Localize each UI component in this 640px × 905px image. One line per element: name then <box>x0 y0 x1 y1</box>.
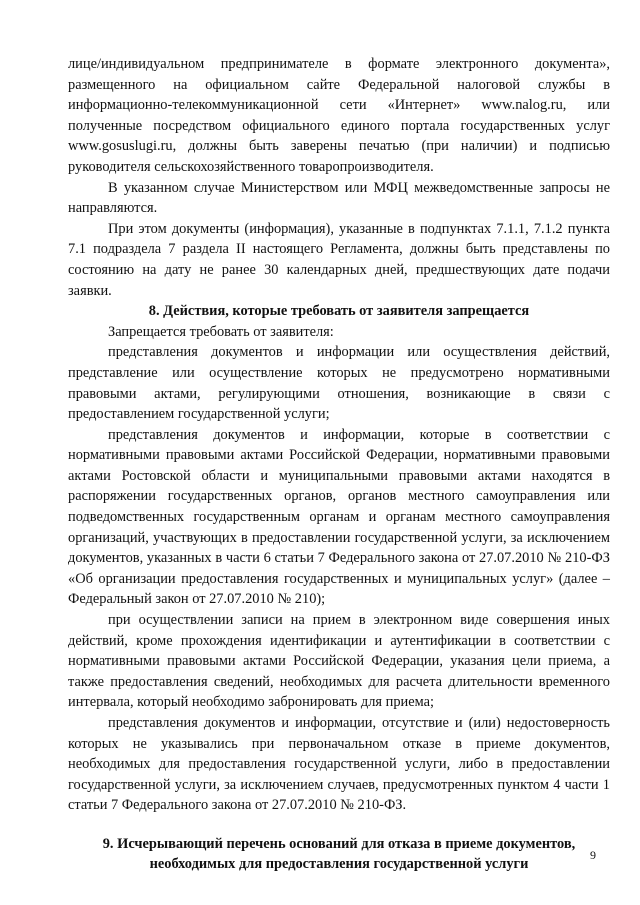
document-page <box>68 54 610 874</box>
section-8-item-3: при осуществлении записи на прием в электронном виде совершения иных действий, кроме прохождения идентификации и аутентификации в соответствии с нормативными правовыми актами Российской Федерации, указания цели приема, а также предоставления сведений, необходимых для расчета длительности временного интервала, который необходимо забронировать для приема; <box>68 612 610 711</box>
section-8-item-1: представления документов и информации или осуществления действий, представление или осуществление которых не предусмотрено нормативными правовыми актами, регулирующими отношения, возникающие в связи с предоставлением государственной услуги; <box>68 344 610 423</box>
section-9-heading-line-1: 9. Исчерывающий перечень оснований для отказа в приеме документов, <box>102 835 576 852</box>
section-8-intro: Запрещается требовать от заявителя: <box>108 323 334 340</box>
paragraph-continuation: лице/индивидуальном предпринимателе в формате электронного документа», размещенного на официальном сайте Федеральной налоговой службы в информационно-телекоммуникационной сети «Интернет» www.nalog.ru, или полученные посредством официального единого портала государственных услуг www.gosuslugi.ru, должны быть заверены печатью (при наличии) и подписью руководителя сельскохозяйственного товаропроизводителя. <box>68 56 610 175</box>
section-9-heading-line-2: необходимых для предоставления государственной услуги <box>149 855 529 872</box>
paragraph-document-validity: При этом документы (информация), указанные в подпунктах 7.1.1, 7.1.2 пункта 7.1 подраздела 7 раздела II настоящего Регламента, должны быть представлены по состоянию на дату не ранее 30 календарных дней, предшествующих дате подачи заявки. <box>68 220 610 299</box>
section-8-heading: 8. Действия, которые требовать от заявителя запрещается <box>148 303 530 320</box>
paragraph-no-interagency-requests: В указанном случае Министерством или МФЦ межведомственные запросы не направляются. <box>68 179 610 217</box>
section-8-item-4: представления документов и информации, отсутствие и (или) недостоверность которых не указывались при первоначальном отказе в приеме документов, необходимых для предоставления государственной услуги, либо в предоставлении государственной услуги, за исключением случаев, предусмотренных пунктом 4 части 1 статьи 7 Федерального закона от 27.07.2010 № 210-ФЗ. <box>68 715 610 814</box>
page-number: 9 <box>590 848 596 862</box>
section-9-heading <box>68 834 610 874</box>
section-8-item-2: представления документов и информации, которые в соответствии с нормативными правовыми актами Российской Федерации, нормативными правовыми актами Ростовской области и муниципальными правовыми актами находятся в распоряжении государственных органов, органов местного самоуправления или подведомственных государственным органам и органам местного самоуправления организаций, участвующих в предоставлении государственной услуги, за исключением документов, указанных в части 6 статьи 7 Федерального закона от 27.07.2010 № 210-ФЗ «Об организации предоставления государственных и муниципальных услуг» (далее – Федеральный закон от 27.07.2010 № 210); <box>68 426 610 608</box>
